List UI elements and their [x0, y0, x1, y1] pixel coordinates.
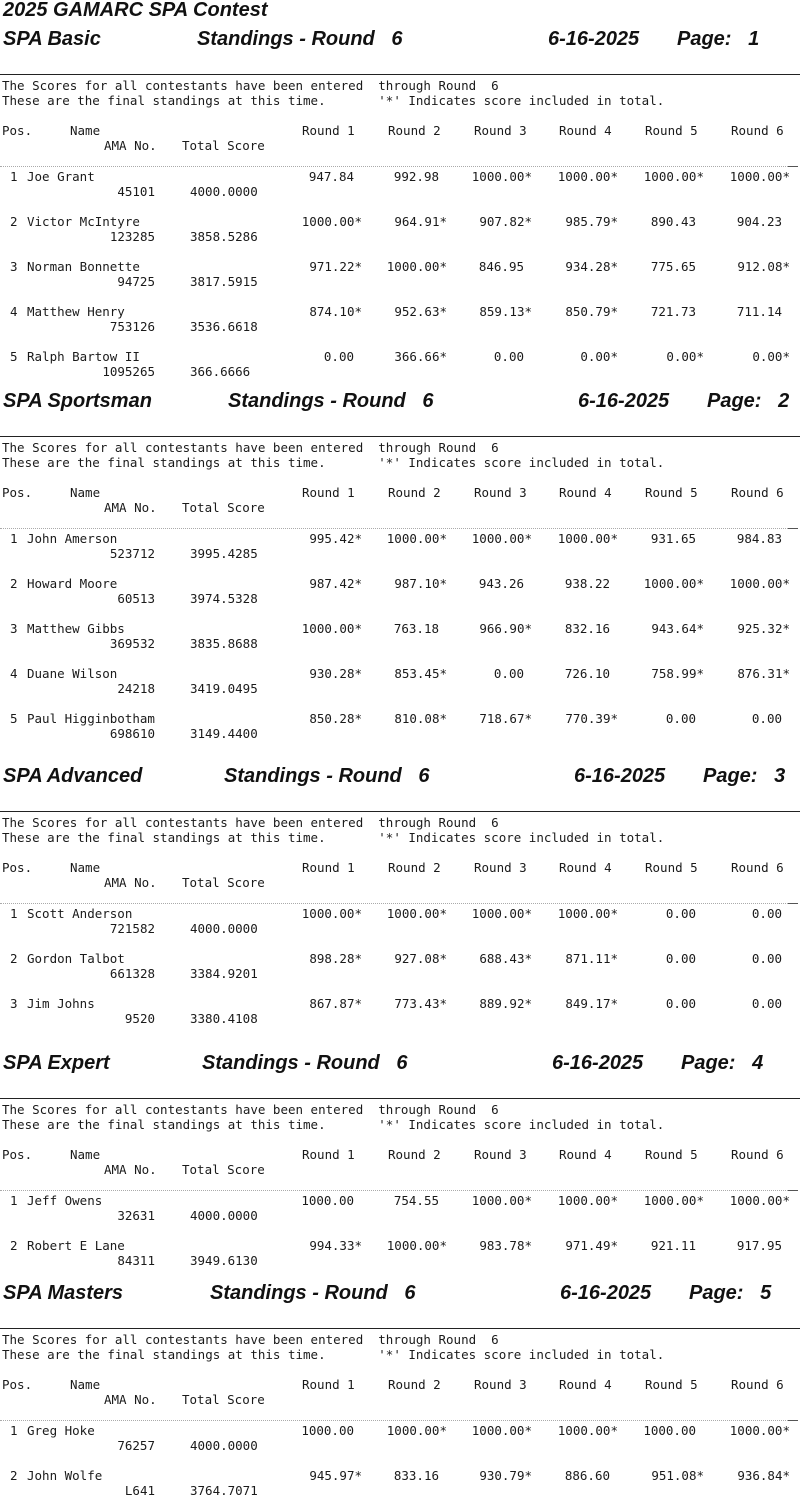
row-round-score: 995.42*	[309, 531, 362, 546]
column-round: Round 1	[302, 1377, 355, 1392]
row-pos: 3	[10, 259, 18, 274]
row-separator-end	[788, 1420, 798, 1421]
row-pos: 2	[10, 576, 18, 591]
row-round-score: 718.67*	[479, 711, 532, 726]
page-title: 2025 GAMARC SPA Contest	[3, 0, 268, 21]
row-round-score: 1000.00*	[471, 1423, 532, 1438]
row-pos: 5	[10, 349, 18, 364]
header-rule	[0, 74, 800, 75]
row-separator-end	[788, 166, 798, 167]
row-name: Matthew Gibbs	[27, 621, 125, 636]
standings-section	[0, 1280, 800, 1505]
column-name: Name	[70, 860, 101, 875]
table-row	[0, 531, 800, 561]
row-round-score: 754.55	[393, 1193, 439, 1208]
notice-line: The Scores for all contestants have been entered through Round 6	[2, 815, 499, 830]
row-pos: 3	[10, 996, 18, 1011]
row-total: 4000.0000	[190, 184, 258, 199]
page-number: Page: 4	[681, 1052, 764, 1074]
row-round-score: 1000.00*	[386, 259, 447, 274]
row-total: 3384.9201	[190, 966, 258, 981]
row-round-score: 930.28*	[309, 666, 362, 681]
column-header	[0, 123, 800, 155]
standings-label: Standings - Round 6	[224, 765, 430, 787]
table-row	[0, 214, 800, 244]
row-round-score: 775.65	[650, 259, 696, 274]
row-ama: 721582	[109, 921, 155, 936]
table-row	[0, 1423, 800, 1453]
row-round-score: 952.63*	[394, 304, 447, 319]
report-date: 6-16-2025	[560, 1282, 652, 1304]
column-round: Round 6	[731, 123, 784, 138]
column-round: Round 2	[388, 1147, 441, 1162]
row-name: Norman Bonnette	[27, 259, 140, 274]
row-pos: 2	[10, 951, 18, 966]
row-name: Scott Anderson	[27, 906, 133, 921]
notice-line: These are the final standings at this time. '*' Indicates score included in total.	[2, 1117, 665, 1132]
row-round-score: 833.16	[393, 1468, 439, 1483]
column-ama: AMA No.	[104, 875, 157, 890]
column-pos: Pos.	[2, 485, 33, 500]
row-name: Jim Johns	[27, 996, 95, 1011]
row-name: Robert E Lane	[27, 1238, 125, 1253]
column-round: Round 6	[731, 485, 784, 500]
column-name: Name	[70, 123, 101, 138]
row-round-score: 0.00	[751, 711, 782, 726]
column-header	[0, 485, 800, 517]
column-name: Name	[70, 1377, 101, 1392]
column-round: Round 5	[645, 1377, 698, 1392]
column-ama: AMA No.	[104, 1162, 157, 1177]
row-round-score: 1000.00*	[301, 621, 362, 636]
row-round-score: 853.45*	[394, 666, 447, 681]
column-total: Total Score	[182, 138, 265, 153]
row-round-score: 1000.00*	[557, 531, 618, 546]
column-round: Round 4	[559, 123, 612, 138]
column-total: Total Score	[182, 1392, 265, 1407]
row-ama: 24218	[117, 681, 155, 696]
class-name: SPA Masters	[3, 1282, 124, 1304]
column-round: Round 2	[388, 1377, 441, 1392]
row-pos: 3	[10, 621, 18, 636]
section-header	[0, 763, 800, 793]
column-round: Round 1	[302, 860, 355, 875]
row-round-score: 907.82*	[479, 214, 532, 229]
notice-line: The Scores for all contestants have been entered through Round 6	[2, 1332, 499, 1347]
table-row	[0, 951, 800, 981]
row-separator	[0, 903, 790, 904]
row-round-score: 0.00	[493, 666, 524, 681]
row-total: 3817.5915	[190, 274, 258, 289]
notice-line: The Scores for all contestants have been entered through Round 6	[2, 78, 499, 93]
row-pos: 1	[10, 531, 18, 546]
row-round-score: 987.10*	[394, 576, 447, 591]
column-pos: Pos.	[2, 123, 33, 138]
row-round-score: 992.98	[393, 169, 439, 184]
table-row	[0, 1238, 800, 1268]
row-name: Victor McIntyre	[27, 214, 140, 229]
row-round-score: 921.11	[650, 1238, 696, 1253]
row-round-score: 810.08*	[394, 711, 447, 726]
row-round-score: 846.95	[478, 259, 524, 274]
row-ama: 698610	[109, 726, 155, 741]
row-round-score: 938.22	[564, 576, 610, 591]
row-round-score: 0.00	[323, 349, 354, 364]
row-round-score: 1000.00*	[643, 169, 704, 184]
column-name: Name	[70, 485, 101, 500]
row-ama: L641	[124, 1483, 155, 1498]
row-ama: 661328	[109, 966, 155, 981]
row-name: Gordon Talbot	[27, 951, 125, 966]
row-round-score: 0.00	[665, 951, 696, 966]
row-round-score: 947.84	[308, 169, 354, 184]
row-ama: 84311	[117, 1253, 155, 1268]
row-pos: 5	[10, 711, 18, 726]
row-total: 3380.4108	[190, 1011, 258, 1026]
notice-line: The Scores for all contestants have been entered through Round 6	[2, 440, 499, 455]
row-total: 366.6666	[190, 364, 251, 379]
column-round: Round 5	[645, 1147, 698, 1162]
row-round-score: 1000.00*	[301, 906, 362, 921]
row-round-score: 711.14	[736, 304, 782, 319]
class-name: SPA Sportsman	[3, 390, 152, 412]
row-round-score: 983.78*	[479, 1238, 532, 1253]
row-round-score: 1000.00*	[557, 1423, 618, 1438]
column-ama: AMA No.	[104, 1392, 157, 1407]
table-row	[0, 621, 800, 651]
row-round-score: 0.00	[751, 906, 782, 921]
row-round-score: 943.64*	[651, 621, 704, 636]
row-name: Matthew Henry	[27, 304, 125, 319]
notice-line: The Scores for all contestants have been entered through Round 6	[2, 1102, 499, 1117]
row-name: Paul Higginbotham	[27, 711, 155, 726]
row-total: 3974.5328	[190, 591, 258, 606]
table-row	[0, 1193, 800, 1223]
row-name: John Wolfe	[27, 1468, 103, 1483]
column-total: Total Score	[182, 1162, 265, 1177]
row-separator	[0, 166, 790, 167]
row-ama: 45101	[117, 184, 155, 199]
row-round-score: 1000.00*	[386, 1423, 447, 1438]
row-ama: 369532	[109, 636, 155, 651]
row-round-score: 1000.00*	[643, 1193, 704, 1208]
row-round-score: 1000.00*	[471, 1193, 532, 1208]
table-row	[0, 169, 800, 199]
table-row	[0, 259, 800, 289]
report-date: 6-16-2025	[548, 28, 640, 50]
column-total: Total Score	[182, 500, 265, 515]
standings-label: Standings - Round 6	[197, 28, 403, 50]
row-total: 3764.7071	[190, 1483, 258, 1498]
row-total: 4000.0000	[190, 1438, 258, 1453]
row-round-score: 758.99*	[651, 666, 704, 681]
standings-section	[0, 388, 800, 763]
row-ama: 9520	[124, 1011, 155, 1026]
row-round-score: 726.10	[564, 666, 610, 681]
standings-section	[0, 1050, 800, 1280]
column-round: Round 3	[474, 1147, 527, 1162]
row-round-score: 930.79*	[479, 1468, 532, 1483]
header-rule	[0, 811, 800, 812]
row-round-score: 0.00*	[580, 349, 618, 364]
row-round-score: 1000.00*	[729, 1423, 790, 1438]
column-round: Round 5	[645, 123, 698, 138]
row-total: 3149.4400	[190, 726, 258, 741]
row-ama: 60513	[117, 591, 155, 606]
row-round-score: 1000.00*	[557, 1193, 618, 1208]
header-rule	[0, 1098, 800, 1099]
row-round-score: 0.00	[665, 996, 696, 1011]
row-total: 3858.5286	[190, 229, 258, 244]
row-round-score: 927.08*	[394, 951, 447, 966]
column-round: Round 4	[559, 860, 612, 875]
row-name: Joe Grant	[27, 169, 95, 184]
row-round-score: 721.73	[650, 304, 696, 319]
row-round-score: 1000.00*	[643, 576, 704, 591]
page-number: Page: 3	[703, 765, 786, 787]
row-round-score: 994.33*	[309, 1238, 362, 1253]
row-round-score: 966.90*	[479, 621, 532, 636]
row-round-score: 889.92*	[479, 996, 532, 1011]
row-ama: 32631	[117, 1208, 155, 1223]
row-round-score: 945.97*	[309, 1468, 362, 1483]
row-separator	[0, 1190, 790, 1191]
row-round-score: 1000.00*	[729, 576, 790, 591]
row-round-score: 0.00	[665, 906, 696, 921]
column-round: Round 1	[302, 123, 355, 138]
row-round-score: 934.28*	[565, 259, 618, 274]
row-round-score: 773.43*	[394, 996, 447, 1011]
class-name: SPA Expert	[3, 1052, 110, 1074]
row-total: 3419.0495	[190, 681, 258, 696]
standings-label: Standings - Round 6	[202, 1052, 408, 1074]
row-pos: 1	[10, 1193, 18, 1208]
column-round: Round 4	[559, 1147, 612, 1162]
row-round-score: 912.08*	[737, 259, 790, 274]
class-name: SPA Advanced	[3, 765, 143, 787]
row-round-score: 0.00	[493, 349, 524, 364]
row-round-score: 770.39*	[565, 711, 618, 726]
column-header	[0, 1377, 800, 1409]
column-name: Name	[70, 1147, 101, 1162]
section-header	[0, 1280, 800, 1310]
row-total: 3995.4285	[190, 546, 258, 561]
row-round-score: 890.43	[650, 214, 696, 229]
column-round: Round 3	[474, 123, 527, 138]
standings-section	[0, 26, 800, 388]
notice-line: These are the final standings at this time. '*' Indicates score included in total.	[2, 93, 665, 108]
report-date: 6-16-2025	[578, 390, 670, 412]
column-round: Round 2	[388, 123, 441, 138]
row-round-score: 1000.00	[643, 1423, 696, 1438]
table-row	[0, 304, 800, 334]
row-round-score: 1000.00*	[471, 906, 532, 921]
row-ama: 523712	[109, 546, 155, 561]
table-row	[0, 996, 800, 1026]
table-row	[0, 666, 800, 696]
row-separator-end	[788, 528, 798, 529]
row-round-score: 936.84*	[737, 1468, 790, 1483]
row-round-score: 0.00	[751, 996, 782, 1011]
row-round-score: 1000.00*	[386, 906, 447, 921]
column-round: Round 6	[731, 860, 784, 875]
row-round-score: 832.16	[564, 621, 610, 636]
row-round-score: 971.49*	[565, 1238, 618, 1253]
row-pos: 2	[10, 1468, 18, 1483]
row-round-score: 871.11*	[565, 951, 618, 966]
row-ama: 1095265	[102, 364, 155, 379]
page-number: Page: 1	[677, 28, 760, 50]
row-pos: 2	[10, 214, 18, 229]
row-name: Jeff Owens	[27, 1193, 103, 1208]
report-date: 6-16-2025	[574, 765, 666, 787]
column-round: Round 3	[474, 485, 527, 500]
row-round-score: 1000.00*	[471, 169, 532, 184]
column-pos: Pos.	[2, 860, 33, 875]
row-round-score: 0.00*	[666, 349, 704, 364]
section-header	[0, 388, 800, 418]
standings-label: Standings - Round 6	[210, 1282, 416, 1304]
standings-section	[0, 763, 800, 1050]
column-round: Round 4	[559, 485, 612, 500]
row-round-score: 366.66*	[394, 349, 447, 364]
row-ama: 94725	[117, 274, 155, 289]
column-round: Round 1	[302, 1147, 355, 1162]
row-name: John Amerson	[27, 531, 118, 546]
row-round-score: 1000.00*	[386, 531, 447, 546]
row-round-score: 849.17*	[565, 996, 618, 1011]
page-number: Page: 5	[689, 1282, 772, 1304]
row-round-score: 904.23	[736, 214, 782, 229]
row-round-score: 1000.00*	[557, 906, 618, 921]
row-round-score: 850.79*	[565, 304, 618, 319]
row-pos: 4	[10, 304, 18, 319]
row-round-score: 1000.00	[301, 1193, 354, 1208]
page-number: Page: 2	[707, 390, 790, 412]
header-rule	[0, 1328, 800, 1329]
row-round-score: 850.28*	[309, 711, 362, 726]
row-round-score: 1000.00*	[471, 531, 532, 546]
table-row	[0, 1468, 800, 1498]
row-round-score: 898.28*	[309, 951, 362, 966]
row-round-score: 925.32*	[737, 621, 790, 636]
row-round-score: 0.00	[665, 711, 696, 726]
row-round-score: 1000.00*	[729, 1193, 790, 1208]
column-header	[0, 860, 800, 892]
row-round-score: 874.10*	[309, 304, 362, 319]
row-total: 3536.6618	[190, 319, 258, 334]
column-round: Round 1	[302, 485, 355, 500]
row-round-score: 1000.00*	[301, 214, 362, 229]
row-round-score: 1000.00*	[729, 169, 790, 184]
row-round-score: 985.79*	[565, 214, 618, 229]
column-pos: Pos.	[2, 1147, 33, 1162]
column-round: Round 6	[731, 1377, 784, 1392]
row-separator	[0, 528, 790, 529]
row-pos: 1	[10, 1423, 18, 1438]
column-ama: AMA No.	[104, 138, 157, 153]
column-round: Round 6	[731, 1147, 784, 1162]
row-round-score: 1000.00*	[557, 169, 618, 184]
row-round-score: 867.87*	[309, 996, 362, 1011]
row-name: Howard Moore	[27, 576, 118, 591]
row-round-score: 917.95	[736, 1238, 782, 1253]
row-pos: 1	[10, 169, 18, 184]
row-round-score: 951.08*	[651, 1468, 704, 1483]
row-total: 4000.0000	[190, 1208, 258, 1223]
notice-line: These are the final standings at this time. '*' Indicates score included in total.	[2, 830, 665, 845]
header-rule	[0, 436, 800, 437]
column-round: Round 4	[559, 1377, 612, 1392]
row-total: 4000.0000	[190, 921, 258, 936]
standings-label: Standings - Round 6	[228, 390, 434, 412]
row-round-score: 0.00	[751, 951, 782, 966]
row-round-score: 987.42*	[309, 576, 362, 591]
table-row	[0, 711, 800, 741]
column-round: Round 2	[388, 485, 441, 500]
row-ama: 76257	[117, 1438, 155, 1453]
notice-line: These are the final standings at this time. '*' Indicates score included in total.	[2, 1347, 665, 1362]
row-round-score: 964.91*	[394, 214, 447, 229]
report-date: 6-16-2025	[552, 1052, 644, 1074]
table-row	[0, 349, 800, 379]
column-pos: Pos.	[2, 1377, 33, 1392]
row-round-score: 688.43*	[479, 951, 532, 966]
row-name: Ralph Bartow II	[27, 349, 140, 364]
column-round: Round 5	[645, 485, 698, 500]
row-round-score: 859.13*	[479, 304, 532, 319]
row-separator-end	[788, 903, 798, 904]
row-round-score: 1000.00*	[386, 1238, 447, 1253]
row-pos: 2	[10, 1238, 18, 1253]
row-round-score: 1000.00	[301, 1423, 354, 1438]
row-pos: 4	[10, 666, 18, 681]
column-round: Round 2	[388, 860, 441, 875]
row-name: Greg Hoke	[27, 1423, 95, 1438]
row-ama: 753126	[109, 319, 155, 334]
row-round-score: 876.31*	[737, 666, 790, 681]
section-header	[0, 26, 800, 56]
row-round-score: 931.65	[650, 531, 696, 546]
column-round: Round 5	[645, 860, 698, 875]
row-round-score: 886.60	[564, 1468, 610, 1483]
column-total: Total Score	[182, 875, 265, 890]
class-name: SPA Basic	[3, 28, 101, 50]
row-round-score: 763.18	[393, 621, 439, 636]
row-separator-end	[788, 1190, 798, 1191]
row-round-score: 984.83	[736, 531, 782, 546]
row-ama: 123285	[109, 229, 155, 244]
notice-line: These are the final standings at this time. '*' Indicates score included in total.	[2, 455, 665, 470]
table-row	[0, 906, 800, 936]
column-header	[0, 1147, 800, 1179]
column-round: Round 3	[474, 1377, 527, 1392]
row-total: 3835.8688	[190, 636, 258, 651]
row-name: Duane Wilson	[27, 666, 118, 681]
row-separator	[0, 1420, 790, 1421]
row-round-score: 971.22*	[309, 259, 362, 274]
table-row	[0, 576, 800, 606]
column-round: Round 3	[474, 860, 527, 875]
row-round-score: 943.26	[478, 576, 524, 591]
row-round-score: 0.00*	[752, 349, 790, 364]
row-pos: 1	[10, 906, 18, 921]
row-total: 3949.6130	[190, 1253, 258, 1268]
column-ama: AMA No.	[104, 500, 157, 515]
section-header	[0, 1050, 800, 1080]
